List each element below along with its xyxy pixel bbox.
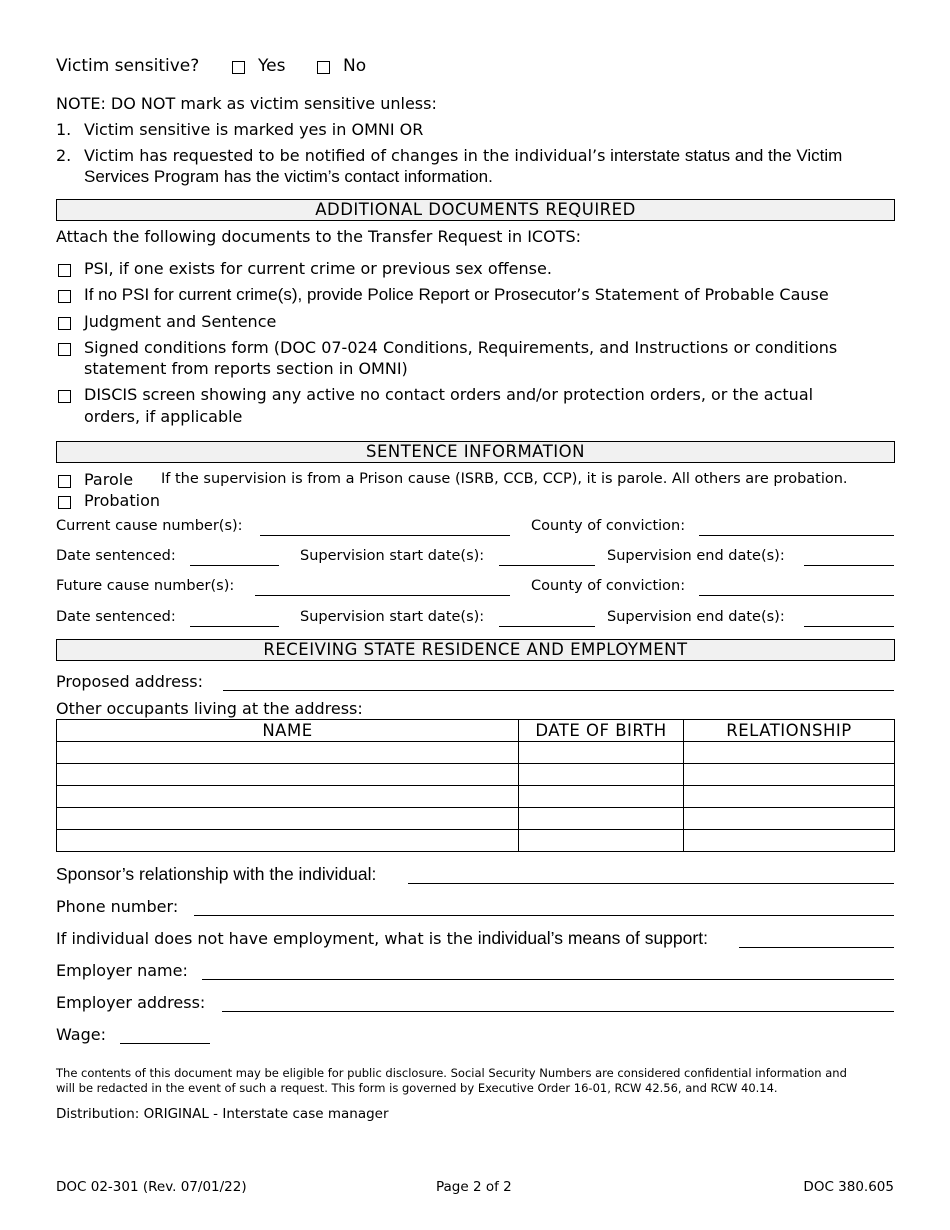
relationship-cell[interactable] xyxy=(684,786,895,808)
parole-label: Parole xyxy=(84,470,134,489)
police-report-label xyxy=(84,285,829,305)
date-sentenced-label: Date sentenced: xyxy=(56,548,176,564)
note-item-2-part-a: Victim has requested to be notified of changes in the individual’s xyxy=(84,146,606,165)
sponsor-relationship-input[interactable] xyxy=(408,883,894,884)
victim-yes-label: Yes xyxy=(258,56,286,76)
employer-name-label: Employer name: xyxy=(56,961,188,980)
name-cell[interactable] xyxy=(57,808,519,830)
policy-number: DOC 380.605 xyxy=(803,1179,894,1195)
phone-number-input[interactable] xyxy=(194,915,894,916)
residence-employment-header: RECEIVING STATE RESIDENCE AND EMPLOYMENT xyxy=(56,639,895,661)
note-item-1: Victim sensitive is marked yes in OMNI OR xyxy=(84,120,424,139)
sponsor-relationship-label: Sponsor’s relationship with the individual: xyxy=(56,864,377,884)
means-of-support-label xyxy=(56,928,708,949)
table-row xyxy=(57,742,895,764)
form-number: DOC 02-301 (Rev. 07/01/22) xyxy=(56,1179,247,1195)
probation-label: Probation xyxy=(84,491,160,510)
note-item-2-part-b: interstate status and the Victim xyxy=(605,146,843,165)
employer-address-input[interactable] xyxy=(222,1011,894,1012)
column-header-date-of-birth: DATE OF BIRTH xyxy=(519,720,684,742)
means-of-support-input[interactable] xyxy=(739,947,894,948)
date-sentenced-input[interactable] xyxy=(190,565,279,566)
proposed-address-label: Proposed address: xyxy=(56,672,203,691)
parole-note: If the supervision is from a Prison cause (ISRB, CCB, CCP), it is parole. All others are probation. xyxy=(161,471,848,487)
note-item-number: 1. xyxy=(56,120,72,139)
future-cause-label: Future cause number(s): xyxy=(56,578,235,594)
victim-note: NOTE: DO NOT mark as victim sensitive unless: xyxy=(56,94,437,113)
discis-checkbox[interactable] xyxy=(58,390,71,403)
attach-instructions: Attach the following documents to the Transfer Request in ICOTS: xyxy=(56,227,582,246)
supervision-start-label: Supervision start date(s): xyxy=(300,548,485,564)
supervision-end-input[interactable] xyxy=(804,565,894,566)
county-of-conviction-label: County of conviction: xyxy=(531,578,686,594)
wage-input[interactable] xyxy=(120,1043,210,1044)
discis-label-continued: orders, if applicable xyxy=(84,407,243,426)
victim-no-checkbox[interactable] xyxy=(317,61,330,74)
sentence-information-header: SENTENCE INFORMATION xyxy=(56,441,895,463)
police-report-label-part-b: ’s Statement of Probable Cause xyxy=(576,285,829,304)
victim-no-label: No xyxy=(343,56,367,76)
name-cell[interactable] xyxy=(57,764,519,786)
current-cause-input[interactable] xyxy=(260,535,510,536)
supervision-start-input[interactable] xyxy=(499,565,595,566)
table-row xyxy=(57,786,895,808)
note-item-2-continued: Services Program has the victim’s contact information. xyxy=(84,167,493,186)
disclosure-notice: The contents of this document may be eligible for public disclosure. Social Security Numbers are considered confidential information and xyxy=(56,1066,847,1080)
current-cause-label: Current cause number(s): xyxy=(56,518,243,534)
judgment-label: Judgment and Sentence xyxy=(84,312,277,331)
page-number: Page 2 of 2 xyxy=(436,1179,512,1195)
date-sentenced-input[interactable] xyxy=(190,626,279,627)
name-cell[interactable] xyxy=(57,830,519,852)
probation-checkbox[interactable] xyxy=(58,496,71,509)
police-report-checkbox[interactable] xyxy=(58,290,71,303)
police-report-label-part-a: If no PSI for current crime(s), provide Police Report or Prosecutor xyxy=(84,285,577,304)
date-of-birth-cell[interactable] xyxy=(519,742,684,764)
date-of-birth-cell[interactable] xyxy=(519,830,684,852)
victim-sensitive-label: Victim sensitive? xyxy=(56,56,200,76)
column-header-name: NAME xyxy=(57,720,519,742)
proposed-address-input[interactable] xyxy=(223,690,894,691)
wage-label: Wage: xyxy=(56,1025,106,1044)
table-row xyxy=(57,830,895,852)
relationship-cell[interactable] xyxy=(684,764,895,786)
name-cell[interactable] xyxy=(57,742,519,764)
psi-label: PSI, if one exists for current crime or previous sex offense. xyxy=(84,259,552,278)
disclosure-notice-continued: will be redacted in the event of such a request. This form is governed by Executive Order 16-01, RCW 42.56, and RCW 40.14. xyxy=(56,1081,778,1095)
distribution: Distribution: ORIGINAL - Interstate case manager xyxy=(56,1106,389,1122)
employer-address-label: Employer address: xyxy=(56,993,206,1012)
date-of-birth-cell[interactable] xyxy=(519,786,684,808)
judgment-checkbox[interactable] xyxy=(58,317,71,330)
name-cell[interactable] xyxy=(57,786,519,808)
discis-label: DISCIS screen showing any active no contact orders and/or protection orders, or the actual xyxy=(84,385,814,404)
conditions-form-label-continued: statement from reports section in OMNI) xyxy=(84,359,408,378)
column-header-relationship: RELATIONSHIP xyxy=(684,720,895,742)
supervision-end-label: Supervision end date(s): xyxy=(607,548,785,564)
supervision-end-label: Supervision end date(s): xyxy=(607,609,785,625)
supervision-start-input[interactable] xyxy=(499,626,595,627)
means-of-support-label-part-b: individual’s means of support: xyxy=(472,928,708,948)
note-item-number: 2. xyxy=(56,146,72,165)
additional-documents-header: ADDITIONAL DOCUMENTS REQUIRED xyxy=(56,199,895,221)
county-of-conviction-label: County of conviction: xyxy=(531,518,686,534)
county-of-conviction-input[interactable] xyxy=(699,595,894,596)
supervision-end-input[interactable] xyxy=(804,626,894,627)
county-of-conviction-input[interactable] xyxy=(699,535,894,536)
relationship-cell[interactable] xyxy=(684,808,895,830)
employer-name-input[interactable] xyxy=(202,979,894,980)
note-item-2 xyxy=(84,146,842,166)
date-of-birth-cell[interactable] xyxy=(519,808,684,830)
parole-checkbox[interactable] xyxy=(58,475,71,488)
conditions-form-label: Signed conditions form (DOC 07-024 Conditions, Requirements, and Instructions or conditions xyxy=(84,338,838,357)
conditions-form-checkbox[interactable] xyxy=(58,343,71,356)
table-row xyxy=(57,764,895,786)
date-of-birth-cell[interactable] xyxy=(519,764,684,786)
future-cause-input[interactable] xyxy=(255,595,510,596)
table-row xyxy=(57,808,895,830)
relationship-cell[interactable] xyxy=(684,742,895,764)
victim-yes-checkbox[interactable] xyxy=(232,61,245,74)
means-of-support-label-part-a: If individual does not have employment, what is the xyxy=(56,929,473,948)
psi-checkbox[interactable] xyxy=(58,264,71,277)
relationship-cell[interactable] xyxy=(684,830,895,852)
supervision-start-label: Supervision start date(s): xyxy=(300,609,485,625)
date-sentenced-label: Date sentenced: xyxy=(56,609,176,625)
other-occupants-label: Other occupants living at the address: xyxy=(56,699,363,718)
occupants-table xyxy=(56,719,895,852)
phone-number-label: Phone number: xyxy=(56,897,179,916)
